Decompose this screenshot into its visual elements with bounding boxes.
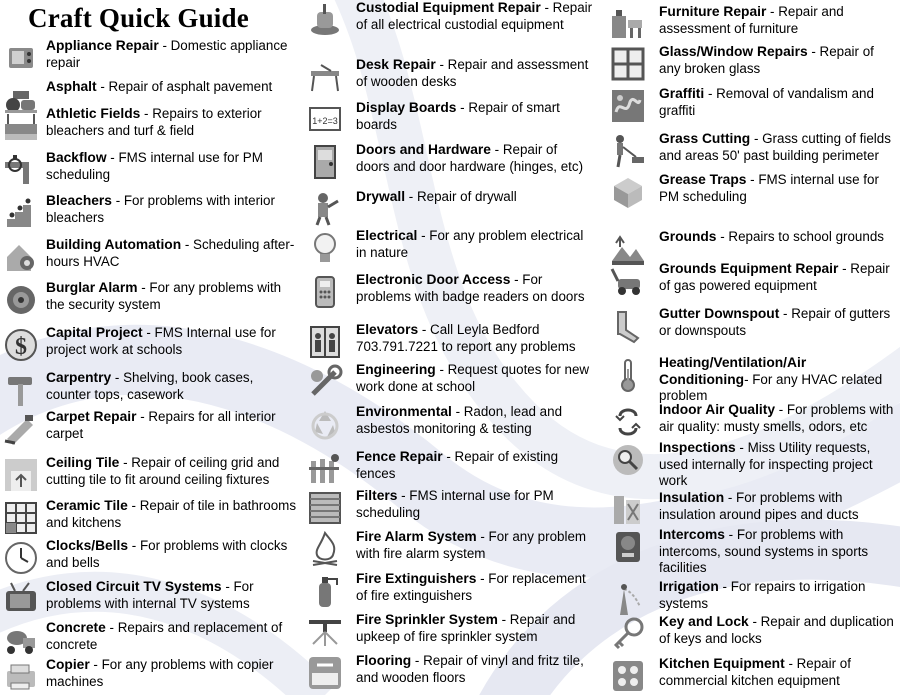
entry-term: Glass/Window Repairs <box>659 44 808 59</box>
entry-text <box>46 38 296 71</box>
entry-text <box>46 579 296 612</box>
page-title: Craft Quick Guide <box>28 3 249 33</box>
concrete-mixer-icon <box>3 622 39 658</box>
entry-description: - For problems with interior bleachers <box>46 193 275 225</box>
entry-description: - Request quotes for new work done at school <box>356 362 590 394</box>
entry-term: Copier <box>46 657 90 672</box>
entry-description: - For problems with air quality: musty smells, odors, etc <box>659 402 894 434</box>
entry-term: Athletic Fields <box>46 106 141 121</box>
entry-term: Capital Project <box>46 325 143 340</box>
entry-text <box>356 322 594 355</box>
entry-term: Furniture Repair <box>659 4 767 19</box>
entry-description: - For problems with insulation around pipes and ducts <box>659 490 859 522</box>
entry-description: - Repair of gutters or downspouts <box>659 306 891 338</box>
entry-text <box>356 488 594 521</box>
entry-term: Ceiling Tile <box>46 455 120 470</box>
dollar-icon <box>3 327 39 363</box>
entry-text <box>659 614 899 647</box>
entry-description: - Repair and upkeep of fire sprinkler system <box>356 612 576 644</box>
entry-term: Bleachers <box>46 193 112 208</box>
entry-description: - Removal of vandalism and graffiti <box>659 86 874 118</box>
entry-term: Gutter Downspout <box>659 306 780 321</box>
entry-text <box>46 538 296 571</box>
downspout-icon <box>610 308 646 344</box>
elevator-icon <box>307 324 343 360</box>
stove-icon <box>610 658 646 694</box>
entry-text <box>659 656 899 689</box>
entry-term: Backflow <box>46 150 107 165</box>
entry-term: Engineering <box>356 362 436 377</box>
window-icon <box>610 46 646 82</box>
fence-icon <box>307 451 343 487</box>
entry-text <box>356 362 594 395</box>
entry-description: - Repair of commercial kitchen equipment <box>659 656 851 688</box>
entry-text <box>46 498 296 531</box>
entry-term: Kitchen Equipment <box>659 656 785 671</box>
carpet-tool-icon <box>3 411 39 447</box>
entry-description: - Repair of existing fences <box>356 449 559 481</box>
entry-term: Key and Lock <box>659 614 749 629</box>
entry-description: - FMS Internal use for project work at schools <box>46 325 276 357</box>
fire-extinguisher-icon <box>307 573 343 609</box>
entry-description: - For problems with intercoms, sound systems in sports facilities <box>659 527 869 575</box>
irrigation-icon <box>610 581 646 617</box>
entry-text <box>46 106 296 139</box>
entry-text <box>659 355 899 405</box>
entry-text <box>356 612 594 645</box>
entry-description: - For problems with internal TV systems <box>46 579 254 611</box>
appliance-icon <box>3 40 39 76</box>
entry-description: - For any problem electrical in nature <box>356 228 584 260</box>
entry-term: Building Automation <box>46 237 182 252</box>
entry-text <box>659 402 899 435</box>
entry-term: Elevators <box>356 322 419 337</box>
entry-term: Clocks/Bells <box>46 538 129 553</box>
entry-term: Concrete <box>46 620 106 635</box>
entry-term: Inspections <box>659 440 736 455</box>
entry-description: - FMS internal use for PM scheduling <box>356 488 554 520</box>
entry-term: Ceramic Tile <box>46 498 128 513</box>
entry-description: - FMS internal use for PM scheduling <box>46 150 263 182</box>
entry-text <box>659 172 899 205</box>
furniture-icon <box>610 6 646 42</box>
entry-description: - Repair of asphalt pavement <box>96 79 273 94</box>
entry-description: - Repairs for all interior carpet <box>46 409 276 441</box>
entry-term: Burglar Alarm <box>46 280 138 295</box>
lawn-mower-person-icon <box>610 133 646 169</box>
entry-text <box>356 272 594 305</box>
entry-text <box>356 0 594 33</box>
entry-text <box>356 404 594 437</box>
entry-text <box>46 455 296 488</box>
air-flow-icon <box>610 404 646 440</box>
entry-term: Fire Extinguishers <box>356 571 477 586</box>
entry-description: - Scheduling after-hours HVAC <box>46 237 295 269</box>
entry-text <box>659 579 899 612</box>
entry-term: Carpentry <box>46 370 112 385</box>
entry-text <box>659 4 899 37</box>
entry-description: - For any HVAC related problem <box>659 371 883 403</box>
door-icon <box>307 144 343 180</box>
entry-text <box>356 653 594 686</box>
ceramic-tile-icon <box>3 500 39 536</box>
entry-description: - Repair of smart boards <box>356 100 560 132</box>
badge-reader-icon <box>307 274 343 310</box>
stadium-icon <box>3 108 39 144</box>
entry-term: Closed Circuit TV Systems <box>46 579 222 594</box>
entry-description: - Repairs to exterior bleachers and turf & field <box>46 106 262 138</box>
entry-term: Environmental <box>356 404 452 419</box>
entry-description: - Repair of tile in bathrooms and kitchens <box>46 498 297 530</box>
backflow-valve-icon <box>3 152 39 188</box>
drywall-worker-icon <box>307 191 343 227</box>
entry-description: - Repair of any broken glass <box>659 44 874 76</box>
entry-text <box>46 370 296 403</box>
entry-description: - Repair of drywall <box>405 189 517 204</box>
floor-scrubber-icon <box>307 2 343 38</box>
entry-text <box>46 325 296 358</box>
entry-description: - Repair and assessment of furniture <box>659 4 844 36</box>
graffiti-icon <box>610 88 646 124</box>
entry-description: - For repairs to irrigation systems <box>659 579 866 611</box>
display-board-icon <box>307 102 343 138</box>
entry-description: - For any problem with fire alarm system <box>356 529 587 561</box>
svg-text:$: $ <box>15 334 27 360</box>
entry-description: - Miss Utility requests, used internally for inspecting project work <box>659 440 873 488</box>
copier-icon <box>3 659 39 695</box>
entry-text <box>356 142 594 175</box>
inspection-icon <box>610 442 646 478</box>
entry-term: Filters <box>356 488 398 503</box>
entry-term: Fence Repair <box>356 449 443 464</box>
entry-term: Doors and Hardware <box>356 142 491 157</box>
entry-term: Fire Sprinkler System <box>356 612 498 627</box>
entry-description: - Repair and duplication of keys and locks <box>659 614 894 646</box>
building-automation-icon <box>3 239 39 275</box>
entry-text <box>659 44 899 77</box>
desk-icon <box>307 59 343 95</box>
entry-term: Display Boards <box>356 100 457 115</box>
entry-text <box>46 280 296 313</box>
insulation-icon <box>610 492 646 528</box>
alarm-bell-icon <box>3 282 39 318</box>
entry-term: Asphalt <box>46 79 97 94</box>
entry-text <box>356 100 594 133</box>
television-icon <box>3 581 39 617</box>
entry-term: Indoor Air Quality <box>659 402 776 417</box>
entry-description: - For problems with badge readers on doors <box>356 272 585 304</box>
light-bulb-icon <box>307 230 343 266</box>
entry-description: - Radon, lead and asbestos monitoring & testing <box>356 404 563 436</box>
entry-text <box>659 131 899 164</box>
filter-icon <box>307 490 343 526</box>
entry-term: Fire Alarm System <box>356 529 477 544</box>
bleachers-icon <box>3 195 39 231</box>
fire-icon <box>307 531 343 567</box>
entry-term: Graffiti <box>659 86 705 101</box>
entry-term: Desk Repair <box>356 57 436 72</box>
entry-description: - Repair of ceiling grid and cutting tile to fit around ceiling fixtures <box>46 455 280 487</box>
entry-text <box>356 228 594 261</box>
entry-description: - Call Leyla Bedford 703.791.7221 to report any problems <box>356 322 576 354</box>
entry-term: Heating/Ventilation/Air Conditioning <box>659 355 807 387</box>
sprinkler-icon <box>307 614 343 650</box>
entry-text <box>46 409 296 442</box>
entry-text <box>46 79 296 96</box>
recycle-icon <box>307 406 343 442</box>
entry-text <box>356 449 594 482</box>
entry-description: - Repair of doors and door hardware (hinges, etc) <box>356 142 584 174</box>
lawn-mower-icon <box>610 263 646 299</box>
entry-text <box>356 529 594 562</box>
entry-term: Electronic Door Access <box>356 272 511 287</box>
key-icon <box>610 616 646 652</box>
entry-term: Flooring <box>356 653 412 668</box>
entry-description: - Repair of gas powered equipment <box>659 261 890 293</box>
entry-description: - For replacement of fire extinguishers <box>356 571 586 603</box>
entry-term: Insulation <box>659 490 725 505</box>
clock-icon <box>3 540 39 576</box>
entry-term: Grease Traps <box>659 172 747 187</box>
entry-text <box>46 620 296 653</box>
entry-term: Grass Cutting <box>659 131 751 146</box>
grease-trap-icon <box>610 174 646 210</box>
entry-description: - Shelving, book cases, counter tops, casework <box>46 370 254 402</box>
entry-description: - Repair of vinyl and fritz tile, and wooden floors <box>356 653 584 685</box>
entry-text <box>659 229 899 246</box>
entry-text <box>659 86 899 119</box>
entry-description: - Domestic appliance repair <box>46 38 288 70</box>
svg-text:1+2=3: 1+2=3 <box>312 116 338 126</box>
entry-text <box>46 193 296 226</box>
intercom-icon <box>610 529 646 565</box>
entry-text <box>356 571 594 604</box>
entry-term: Electrical <box>356 228 418 243</box>
entry-description: - Repair of all electrical custodial equipment <box>356 0 593 32</box>
flooring-icon <box>307 655 343 691</box>
entry-text <box>356 57 594 90</box>
entry-description: - Repairs and replacement of concrete <box>46 620 283 652</box>
entry-term: Irrigation <box>659 579 719 594</box>
entry-description: - FMS internal use for PM scheduling <box>659 172 879 204</box>
entry-text <box>659 490 899 523</box>
entry-term: Grounds Equipment Repair <box>659 261 839 276</box>
entry-text <box>356 189 594 206</box>
entry-term: Intercoms <box>659 527 725 542</box>
entry-text <box>659 261 899 294</box>
entry-text <box>46 150 296 183</box>
entry-description: - Grass cutting of fields and areas 50' past building perimeter <box>659 131 891 163</box>
entry-term: Carpet Repair <box>46 409 137 424</box>
ceiling-tile-icon <box>3 457 39 493</box>
entry-text <box>46 657 296 690</box>
engineering-tools-icon <box>307 364 343 400</box>
entry-description: - For problems with clocks and bells <box>46 538 288 570</box>
landscape-icon <box>610 231 646 267</box>
entry-term: Appliance Repair <box>46 38 159 53</box>
entry-term: Custodial Equipment Repair <box>356 0 541 15</box>
entry-term: Drywall <box>356 189 406 204</box>
entry-text <box>46 237 296 270</box>
hammer-icon <box>3 372 39 408</box>
entry-description: - Repair and assessment of wooden desks <box>356 57 589 89</box>
entry-description: - Repairs to school grounds <box>716 229 884 244</box>
entry-description: - For any problems with copier machines <box>46 657 274 689</box>
entry-term: Grounds <box>659 229 717 244</box>
entry-text <box>659 527 899 577</box>
thermometer-icon <box>610 357 646 393</box>
entry-description: - For any problems with the security system <box>46 280 282 312</box>
entry-text <box>659 306 899 339</box>
entry-text <box>659 440 899 490</box>
